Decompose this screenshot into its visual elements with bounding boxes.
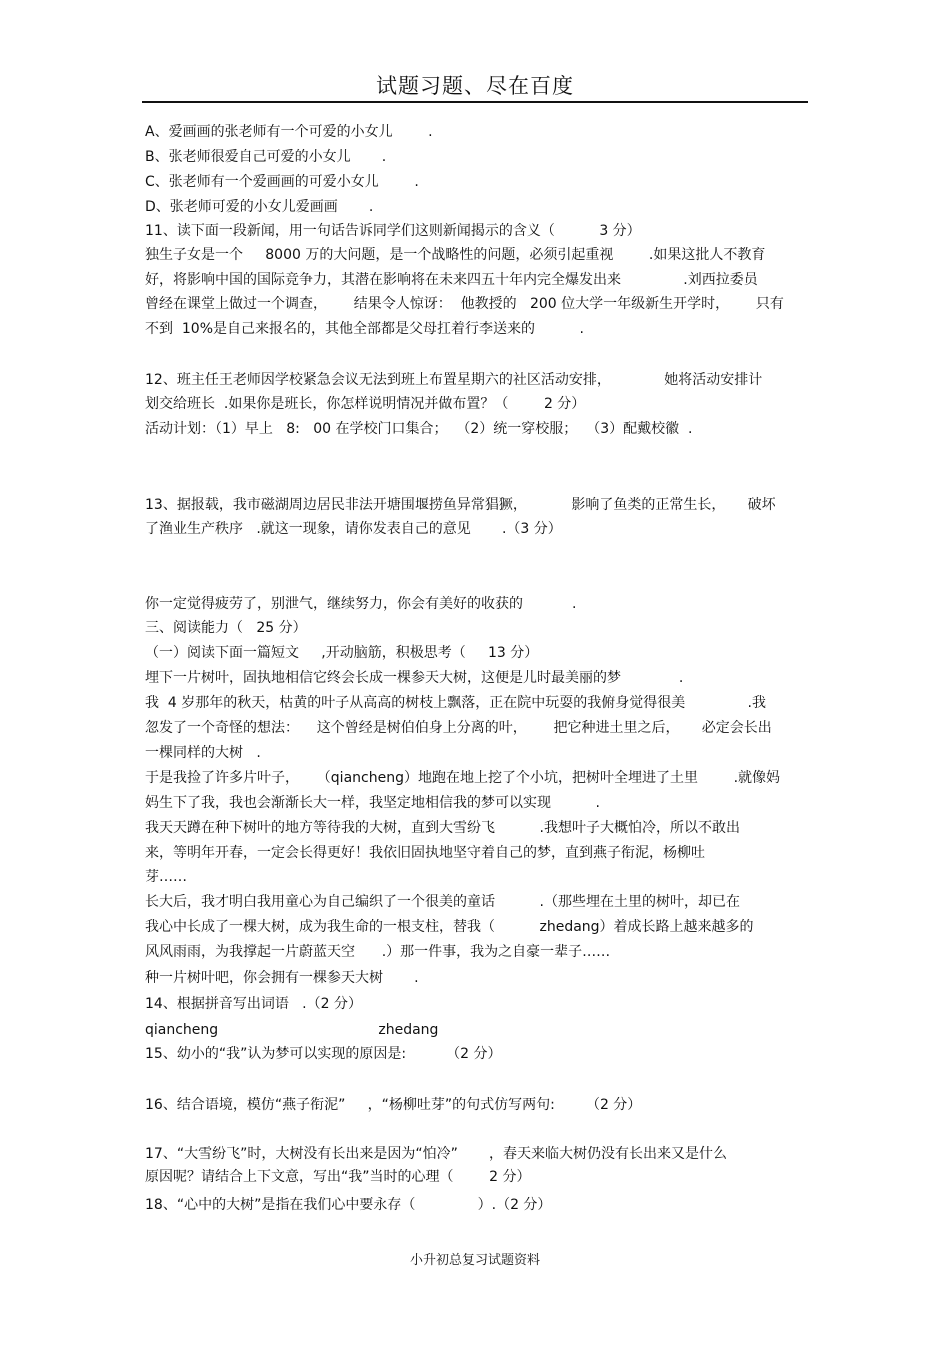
news-text-line: 不到 10%是自己来报名的，其他全部都是父母扛着行李送来的 . bbox=[145, 321, 584, 337]
passage-line: 一棵同样的大树 . bbox=[145, 745, 261, 761]
question-15: 15、幼小的“我”认为梦可以实现的原因是: （2 分） bbox=[145, 1046, 502, 1062]
page-footer: 小升初总复习试题资料 bbox=[409, 1253, 540, 1268]
passage-line: 我 4 岁那年的秋天，枯黄的叶子从高高的树枝上飘落，正在院中玩耍的我俯身觉得很美 .我 bbox=[145, 695, 767, 711]
passage-line: 来，等明年开春，一定会长得更好！我依旧固执地坚守着自己的梦，直到燕子衔泥，杨柳吐 bbox=[145, 845, 705, 861]
passage-line: 我心中长成了一棵大树，成为我生命的一根支柱，替我（ zhedang）着成长路上越来越多的 bbox=[145, 919, 754, 935]
page-header-title: 试题习题、尽在百度 bbox=[376, 74, 574, 98]
header-rule bbox=[142, 101, 808, 103]
question-14: 14、根据拼音写出词语 .（2 分） bbox=[145, 996, 362, 1012]
question-16: 16、结合语境，模仿“燕子衔泥” ，“杨柳吐芽”的句式仿写两句: （2 分） bbox=[145, 1097, 642, 1113]
option-a: A、爱画画的张老师有一个可爱的小女儿 . bbox=[145, 124, 433, 140]
passage-line: 于是我捡了许多片叶子， （qiancheng）地跑在地上挖了个小坑，把树叶全埋进了土里 .就像妈 bbox=[145, 770, 781, 786]
pinyin-line: qiancheng zhedang bbox=[145, 1022, 439, 1038]
option-d: D、张老师可爱的小女儿爱画画 . bbox=[145, 199, 374, 215]
question-13: 13、据报载，我市磁湖周边居民非法开塘围堰捞鱼异常猖獗， 影响了鱼类的正常生长， 破坏 bbox=[145, 497, 776, 513]
news-text-line: 曾经在课堂上做过一个调查， 结果令人惊讶： 他教授的 200 位大学一年级新生开学时， 只有 bbox=[145, 296, 784, 312]
section-three-heading: 三、阅读能力（ 25 分） bbox=[145, 620, 307, 636]
passage-line: 种一片树叶吧，你会拥有一棵参天大树 . bbox=[145, 970, 419, 986]
passage-line: 我天天蹲在种下树叶的地方等待我的大树，直到大雪纷飞 .我想叶子大概怕冷，所以不敢出 bbox=[145, 820, 740, 836]
option-c: C、张老师有一个爱画画的可爱小女儿 . bbox=[145, 174, 419, 190]
encouragement-text: 你一定觉得疲劳了，别泄气，继续努力，你会有美好的收获的 . bbox=[145, 596, 577, 612]
question-12: 12、班主任王老师因学校紧急会议无法到班上布置星期六的社区活动安排， 她将活动安排计 bbox=[145, 372, 763, 388]
news-text-line: 好，将影响中国的国际竞争力，其潜在影响将在未来四五十年内完全爆发出来 .刘西拉委员 bbox=[145, 272, 758, 288]
option-b: B、张老师很爱自己可爱的小女儿 . bbox=[145, 149, 387, 165]
question-17: 17、“大雪纷飞”时，大树没有长出来是因为“怕冷” ，春天来临大树仍没有长出来又是什么 bbox=[145, 1146, 727, 1162]
passage-line: 风风雨雨，为我撑起一片蔚蓝天空 .）那一件事，我为之自豪一辈子…… bbox=[145, 944, 611, 960]
passage-line: 长大后，我才明白我用童心为自己编织了一个很美的童话 .（那些埋在土里的树叶，却已在 bbox=[145, 894, 740, 910]
question-17-line: 原因呢？请结合上下文意，写出“我”当时的心理（ 2 分） bbox=[145, 1169, 531, 1185]
news-text-line: 独生子女是一个 8000 万的大问题，是一个战略性的问题，必须引起重视 .如果这批人不教育 bbox=[145, 247, 766, 263]
passage-line: 忽发了一个奇怪的想法： 这个曾经是树伯伯身上分离的叶， 把它种进土里之后， 必定会长出 bbox=[145, 720, 772, 736]
passage-line: 芽…… bbox=[145, 869, 187, 885]
question-11: 11、读下面一段新闻，用一句话告诉同学们这则新闻揭示的含义（ 3 分） bbox=[145, 223, 641, 239]
question-12-line: 划交给班长 .如果你是班长，你怎样说明情况并做布置？（ 2 分） bbox=[145, 396, 586, 412]
reading-instruction: （一）阅读下面一篇短文 ,开动脑筋，积极思考（ 13 分） bbox=[145, 645, 539, 661]
question-18: 18、“心中的大树”是指在我们心中要永存（ ）.（2 分） bbox=[145, 1197, 552, 1213]
question-13-line: 了渔业生产秩序 .就这一现象，请你发表自己的意见 .（3 分） bbox=[145, 521, 562, 537]
passage-line: 埋下一片树叶，固执地相信它终会长成一棵参天大树，这便是儿时最美丽的梦 . bbox=[145, 670, 684, 686]
passage-line: 妈生下了我，我也会渐渐长大一样，我坚定地相信我的梦可以实现 . bbox=[145, 795, 600, 811]
activity-plan: 活动计划：（1）早上 8: 00 在学校门口集合； （2）统一穿校服； （3）配戴校徽 . bbox=[145, 421, 693, 437]
